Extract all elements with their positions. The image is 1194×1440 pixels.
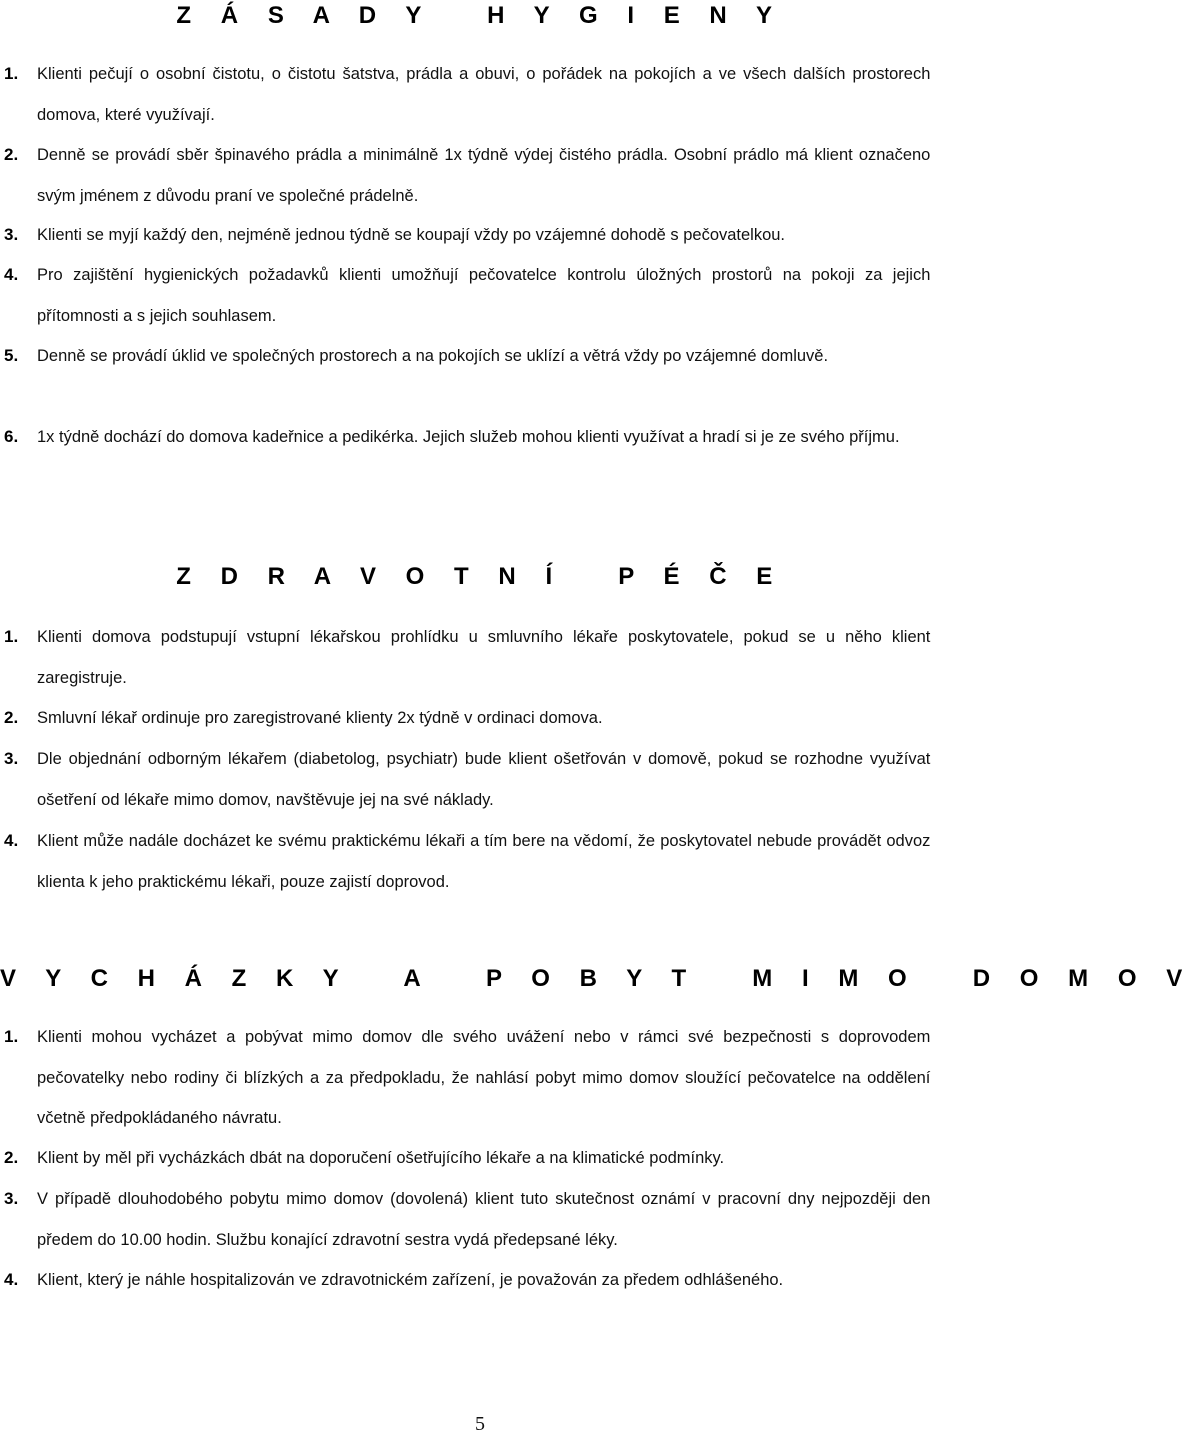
- list-item: [0, 1017, 958, 1139]
- item-text: Dle objednání odborným lékařem (diabetolog, psychiatr) bude klient ošetřován v domově, pokud se rozhodne využívat ošetření od lékaře mimo domov, navštěvuje jej na své náklady.: [37, 749, 931, 809]
- item-text: Klienti se myjí každý den, nejméně jednou týdně se koupají vždy po vzájemné dohodě s pečovatelkou.: [37, 225, 786, 244]
- item-number: 6.: [4, 427, 19, 446]
- item-text: 1x týdně dochází do domova kadeřnice a pedikérka. Jejich služeb mohou klienti využívat a hradí si je ze svého příjmu.: [37, 427, 900, 446]
- list-item: [0, 1179, 958, 1260]
- item-text: Smluvní lékař ordinuje pro zaregistrované klienty 2x týdně v ordinaci domova.: [37, 708, 603, 727]
- item-number: 2.: [4, 708, 19, 727]
- item-number: 4.: [4, 831, 19, 850]
- item-number: 1.: [4, 627, 19, 646]
- item-number: 4.: [4, 265, 19, 284]
- item-text: Klienti domova podstupují vstupní lékařskou prohlídku u smluvního lékaře poskytovatele, pokud se u něho klient zaregistruje.: [37, 627, 931, 687]
- list-item: [0, 215, 958, 256]
- item-text: Klienti pečují o osobní čistotu, o čistotu šatstva, prádla a obuvi, o pořádek na pokojích a ve všech dalších prostorech domova, které využívají.: [37, 64, 931, 124]
- item-text: V případě dlouhodobého pobytu mimo domov (dovolená) klient tuto skutečnost oznámí v pracovní dny nejpozději den předem do 10.00 hodin. Službu konající zdravotní sestra vydá předepsané léky.: [37, 1189, 931, 1249]
- item-number: 5.: [4, 346, 19, 365]
- list-item: [0, 135, 958, 216]
- list-item: [0, 821, 958, 902]
- item-text: Klient by měl při vycházkách dbát na doporučení ošetřujícího lékaře a na klimatické podmínky.: [37, 1148, 725, 1167]
- section-heading-hygiene: Z Á S A D Y H Y G I E N Y: [176, 2, 784, 29]
- item-number: 1.: [4, 1027, 19, 1046]
- list-item: [0, 739, 958, 820]
- item-text: Klienti mohou vycházet a pobývat mimo domov dle svého uvážení nebo v rámci své bezpečnosti s doprovodem pečovatelky nebo rodiny či blízkých a za předpokladu, že nahlásí pobyt mimo domov sloužící pečovatelce na oddělení včetně předpokládaného návratu.: [37, 1027, 931, 1127]
- item-number: 3.: [4, 1189, 19, 1208]
- list-item: [0, 617, 958, 698]
- list-item: [0, 1138, 958, 1179]
- item-text: Klient může nadále docházet ke svému praktickému lékaři a tím bere na vědomí, že poskytovatel nebude provádět odvoz klienta k jeho praktickému lékaři, pouze zajistí doprovod.: [37, 831, 931, 891]
- list-item: [0, 336, 958, 377]
- list-item: [0, 698, 958, 739]
- item-number: 2.: [4, 145, 19, 164]
- list-item: [0, 417, 958, 458]
- list-item: [0, 54, 958, 135]
- item-number: 3.: [4, 225, 19, 244]
- section-heading-health: Z D R A V O T N Í P É Č E: [176, 563, 784, 590]
- page-number: 5: [475, 1413, 485, 1435]
- item-text: Pro zajištění hygienických požadavků klienti umožňují pečovatelce kontrolu úložných prostorů na pokoji za jejich přítomnosti a s jejich souhlasem.: [37, 265, 931, 325]
- item-number: 2.: [4, 1148, 19, 1167]
- list-item: [0, 1260, 958, 1301]
- item-text: Denně se provádí úklid ve společných prostorech a na pokojích se uklízí a větrá vždy po vzájemné domluvě.: [37, 346, 829, 365]
- item-number: 3.: [4, 749, 19, 768]
- item-number: 1.: [4, 64, 19, 83]
- section-heading-walks: V Y C H Á Z K Y A P O B Y T M I M O D O M O V: [0, 965, 1194, 992]
- list-item: [0, 255, 958, 336]
- item-text: Klient, který je náhle hospitalizován ve zdravotnickém zařízení, je považován za předem odhlášeného.: [37, 1270, 784, 1289]
- item-text: Denně se provádí sběr špinavého prádla a minimálně 1x týdně výdej čistého prádla. Osobní prádlo má klient označeno svým jménem z důvodu praní ve společné prádelně.: [37, 145, 931, 205]
- item-number: 4.: [4, 1270, 19, 1289]
